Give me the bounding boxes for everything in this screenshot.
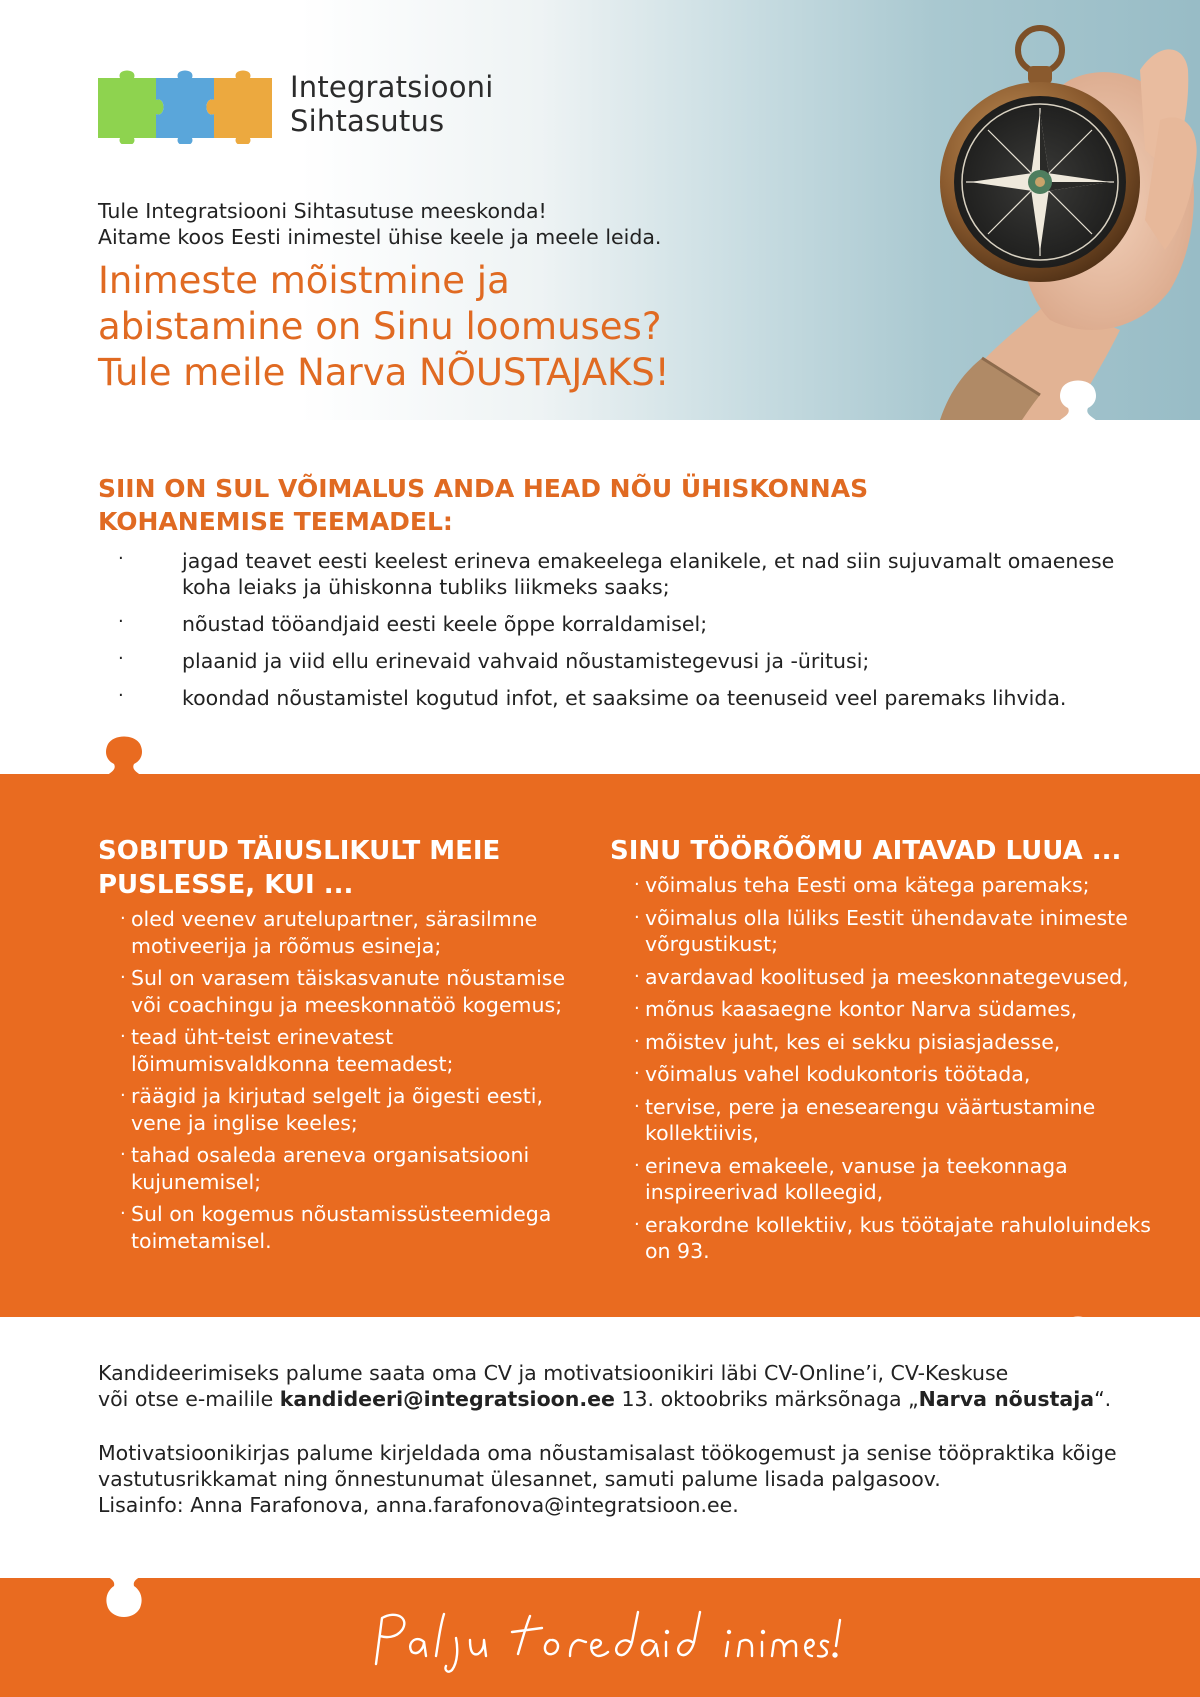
list-item-text: võimalus teha Eesti oma kätega paremaks; <box>645 873 1090 897</box>
motivation-line-1: Motivatsioonikirjas palume kirjeldada oma nõustamisalast töökogemust ja senise tööpraktika kõige <box>98 1441 1117 1465</box>
fit-title-line-1: SOBITUD TÄIUSLIKULT MEIE <box>98 836 501 866</box>
headline-line-1: Inimeste mõistmine ja <box>98 259 510 302</box>
list-item-text: Sul on kogemus nõustamissüsteemidega toimetamisel. <box>131 1202 552 1253</box>
section-title-line-2: KOHANEMISE TEEMADEL: <box>98 507 453 536</box>
list-item-text: jagad teavet eesti keelest erineva emakeelega elanikele, et nad siin sujuvamalt omaenese koha leiaks ja ühiskonna tubliks liikmeks saaks; <box>182 549 1115 599</box>
bullet: · <box>634 1095 640 1117</box>
duties-list <box>98 548 1118 722</box>
application-line-2 <box>98 1386 1138 1412</box>
bullet: · <box>634 1063 640 1084</box>
application-line-1: Kandideerimiseks palume saata oma CV ja motivatsioonikiri läbi CV-Online’i, CV-Keskuse <box>98 1361 1009 1385</box>
bullet: · <box>120 908 126 929</box>
section-title-line-1: SIIN ON SUL VÕIMALUS ANDA HEAD NÕU ÜHISKONNAS <box>98 474 869 503</box>
bullet: · <box>118 648 124 669</box>
bullet: · <box>634 998 640 1019</box>
headline-line-2: abistamine on Sinu loomuses? <box>98 305 662 348</box>
list-item-text: plaanid ja viid ellu erinevaid vahvaid nõustamistegevusi ja -üritusi; <box>182 649 870 673</box>
list-item <box>98 611 1118 637</box>
application-text: “. <box>1094 1387 1112 1411</box>
list-item-text: erakordne kollektiiv, kus töötajate rahuloluindeks on 93. <box>645 1212 1151 1263</box>
list-item-text: tahad osaleda areneva organisatsiooni kujunemisel; <box>131 1143 530 1194</box>
hero-banner <box>0 0 1200 420</box>
puzzle-logo-icon <box>98 64 280 144</box>
list-item <box>98 685 1118 711</box>
logo <box>98 64 494 144</box>
bullet: · <box>120 1144 126 1165</box>
intro-text <box>98 198 661 250</box>
bullet: · <box>634 1154 640 1176</box>
intro-line-1: Tule Integratsiooni Sihtasutuse meeskonda! <box>98 199 547 223</box>
bullet: · <box>634 906 640 928</box>
list-item <box>610 1212 1180 1265</box>
bullet: · <box>634 874 640 895</box>
bullet: · <box>118 548 124 569</box>
bullet: · <box>120 967 126 988</box>
fit-title <box>98 834 598 902</box>
application-text: või otse e-mailile <box>98 1387 280 1411</box>
list-item <box>610 996 1180 1023</box>
bullet: · <box>120 1026 126 1047</box>
application-paragraph <box>98 1360 1138 1412</box>
bullet: · <box>118 611 124 632</box>
bullet: · <box>120 1085 126 1106</box>
list-item <box>98 1201 598 1254</box>
list-item <box>610 1061 1180 1088</box>
fit-column <box>98 834 598 1260</box>
list-item <box>610 1094 1180 1147</box>
joy-column <box>610 834 1180 1271</box>
application-info <box>98 1360 1138 1546</box>
list-item <box>610 905 1180 958</box>
list-item <box>98 906 598 959</box>
list-item <box>98 648 1118 674</box>
motivation-line-2: vastutusrikkamat ning õnnestunumat ülesannet, samuti palume lisada palgasoov. <box>98 1467 941 1491</box>
list-item <box>98 965 598 1018</box>
list-item-text: tervise, pere ja enesearengu väärtustamine kollektiivis, <box>645 1094 1096 1145</box>
bullet: · <box>120 1203 126 1224</box>
joy-title <box>610 834 1180 868</box>
list-item-text: erineva emakeele, vanuse ja teekonnaga inspireerivad kolleegid, <box>645 1153 1068 1204</box>
headline <box>98 258 718 396</box>
logo-line-1: Integratsiooni <box>290 70 494 104</box>
list-item <box>98 548 1118 600</box>
list-item-text: mõistev juht, kes ei sekku pisiasjadesse, <box>645 1029 1061 1054</box>
bullet: · <box>118 685 124 706</box>
bullet: · <box>634 965 640 987</box>
list-item-text: tead üht-teist erinevatest lõimumisvaldkonna teemadest; <box>131 1025 454 1076</box>
list-item <box>610 1153 1180 1206</box>
joy-title-text: SINU TÖÖRÕÕMU AITAVAD LUUA ... <box>610 836 1122 866</box>
list-item-text: koondad nõustamistel kogutud infot, et saaksime oa teenuseid veel paremaks lihvida. <box>182 686 1067 710</box>
list-item-text: avardavad koolitused ja meeskonnategevused, <box>645 964 1129 989</box>
list-item-text: Sul on varasem täiskasvanute nõustamise või coachingu ja meeskonnatöö kogemus; <box>131 966 566 1017</box>
list-item <box>610 964 1180 991</box>
puzzle-tab-hero <box>1054 378 1102 424</box>
motivation-paragraph <box>98 1440 1138 1518</box>
list-item <box>98 1083 598 1136</box>
headline-line-3: Tule meile Narva NÕUSTAJAKS! <box>98 351 670 394</box>
list-item <box>610 1029 1180 1056</box>
section-title-opportunity <box>98 472 998 538</box>
list-item <box>610 872 1180 899</box>
joy-list <box>610 872 1180 1265</box>
puzzle-tab-top-left <box>100 732 148 780</box>
bullet: · <box>634 1213 640 1235</box>
list-item <box>98 1142 598 1195</box>
application-text: 13. oktoobriks märksõnaga „ <box>614 1387 919 1411</box>
puzzle-tab-footer <box>104 1570 144 1624</box>
list-item-text: räägid ja kirjutad selgelt ja õigesti eesti, vene ja inglise keeles; <box>131 1084 543 1135</box>
contact-line: Lisainfo: Anna Farafonova, anna.farafonova@integratsioon.ee. <box>98 1493 739 1517</box>
compass-in-hand-photo <box>640 0 1200 420</box>
puzzle-tab-bottom-right <box>1054 1310 1102 1360</box>
list-item-text: nõustad tööandjaid eesti keele õppe korraldamisel; <box>182 612 708 636</box>
list-item-text: mõnus kaasaegne kontor Narva südames, <box>645 997 1078 1021</box>
fit-title-line-2: PUSLESSE, KUI ... <box>98 870 354 900</box>
application-email-link[interactable]: kandideeri@integratsioon.ee <box>279 1387 615 1411</box>
list-item-text: oled veenev arutelupartner, särasilmne motiveerija ja rõõmus esineja; <box>131 907 538 958</box>
list-item-text: võimalus olla lüliks Eestit ühendavate inimeste võrgustikust; <box>645 905 1128 956</box>
list-item-text: võimalus vahel kodukontoris töötada, <box>645 1062 1031 1086</box>
list-item <box>98 1024 598 1077</box>
intro-line-2: Aitame koos Eesti inimestel ühise keele ja meele leida. <box>98 225 662 249</box>
application-keyword: Narva nõustaja <box>918 1387 1095 1411</box>
fit-list <box>98 906 598 1254</box>
logo-line-2: Sihtasutus <box>290 104 445 138</box>
bullet: · <box>634 1030 640 1052</box>
